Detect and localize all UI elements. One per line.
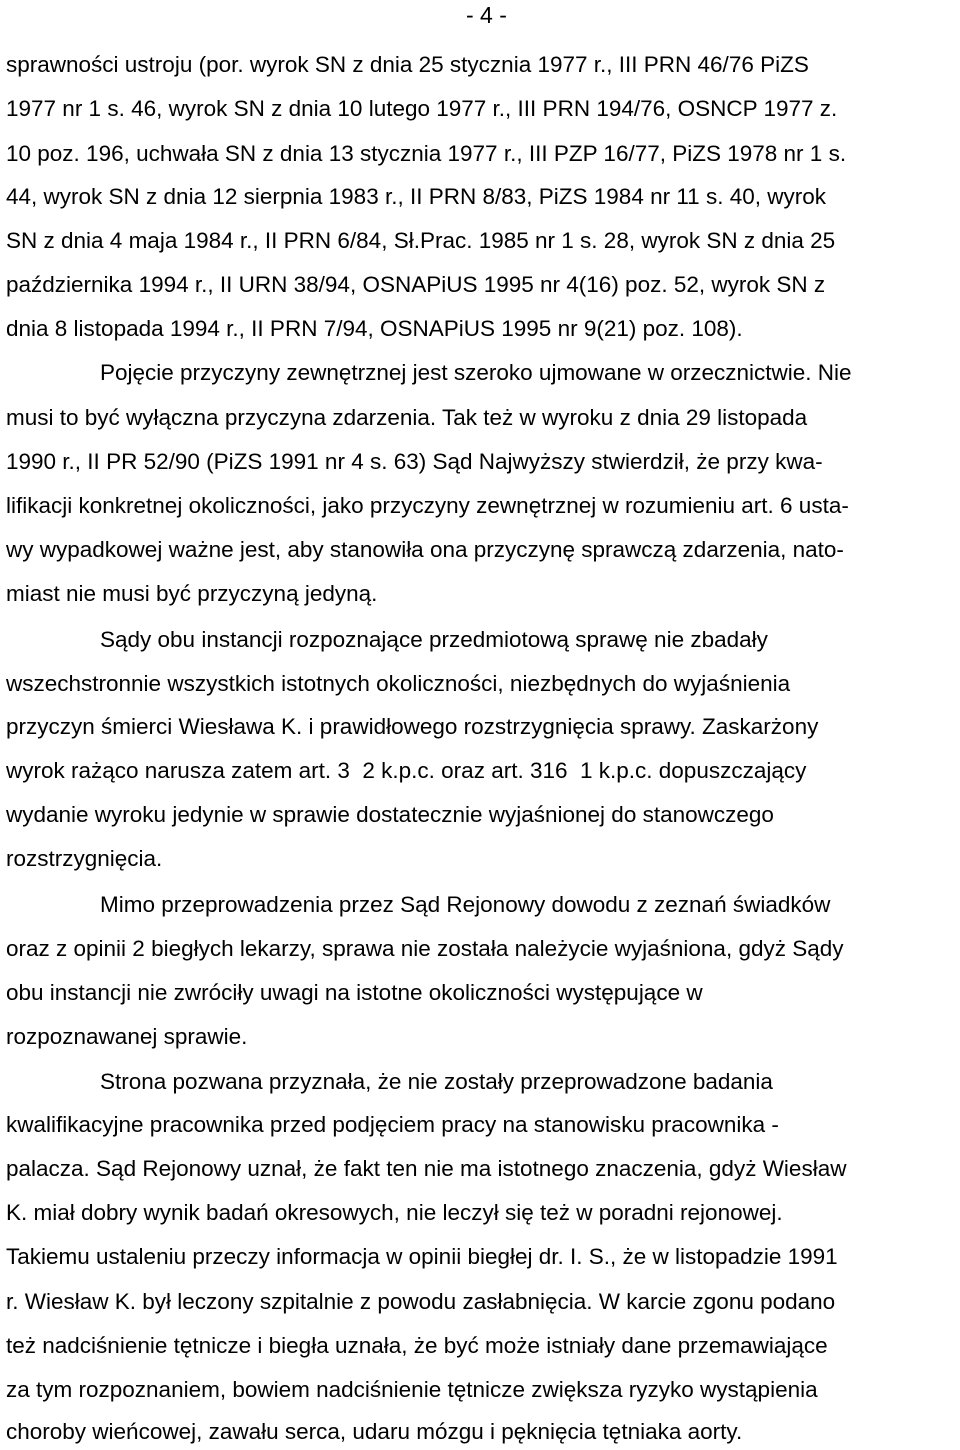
text-line: palacza. Sąd Rejonowy uznał, że fakt ten nie ma istotnego znaczenia, gdyż Wiesław [6, 1156, 847, 1181]
text-line: SN z dnia 4 maja 1984 r., II PRN 6/84, Sł.Prac. 1985 nr 1 s. 28, wyrok SN z dnia 25 [6, 228, 836, 253]
text-line: 10 poz. 196, uchwała SN z dnia 13 stycznia 1977 r., III PZP 16/77, PiZS 1978 nr 1 s. [6, 141, 847, 166]
paragraph-first-line: Pojęcie przyczyny zewnętrznej jest szeroko ujmowane w orzecznictwie. Nie [100, 360, 852, 385]
text-line: musi to być wyłączna przyczyna zdarzenia. Tak też w wyroku z dnia 29 listopada [6, 405, 808, 430]
text-line: dnia 8 listopada 1994 r., II PRN 7/94, OSNAPiUS 1995 nr 9(21) poz. 108). [6, 316, 743, 341]
text-line: wydanie wyroku jedynie w sprawie dostatecznie wyjaśnionej do stanowczego [6, 802, 774, 827]
text-line: wszechstronnie wszystkich istotnych okoliczności, niezbędnych do wyjaśnienia [6, 671, 791, 696]
page-number: - 4 - [466, 2, 507, 28]
paragraph-first-line: Sądy obu instancji rozpoznające przedmiotową sprawę nie zbadały [100, 627, 768, 652]
text-line: wyrok rażąco narusza zatem art. 3 2 k.p.c. oraz art. 316 1 k.p.c. dopuszczający [6, 758, 807, 783]
text-line: rozstrzygnięcia. [6, 846, 163, 871]
text-line: 1977 nr 1 s. 46, wyrok SN z dnia 10 lutego 1977 r., III PRN 194/76, OSNCP 1977 z. [6, 96, 838, 121]
text-line: za tym rozpoznaniem, bowiem nadciśnienie tętnicze zwiększa ryzyko wystąpienia [6, 1377, 818, 1402]
text-line: K. miał dobry wynik badań okresowych, nie leczył się też w poradni rejonowej. [6, 1200, 783, 1225]
text-line: obu instancji nie zwróciły uwagi na istotne okoliczności występujące w [6, 980, 703, 1005]
text-line: sprawności ustroju (por. wyrok SN z dnia 25 stycznia 1977 r., III PRN 46/76 PiZS [6, 52, 809, 77]
paragraph-first-line: Mimo przeprowadzenia przez Sąd Rejonowy dowodu z zeznań świadków [100, 892, 831, 917]
text-line: lifikacji konkretnej okoliczności, jako przyczyny zewnętrznej w rozumieniu art. 6 usta- [6, 493, 849, 518]
text-line: Takiemu ustaleniu przeczy informacja w opinii biegłej dr. I. S., że w listopadzie 1991 [6, 1244, 838, 1269]
text-line: choroby wieńcowej, zawału serca, udaru mózgu i pęknięcia tętniaka aorty. [6, 1419, 743, 1444]
text-line: przyczyn śmierci Wiesława K. i prawidłowego rozstrzygnięcia sprawy. Zaskarżony [6, 714, 819, 739]
text-line: 1990 r., II PR 52/90 (PiZS 1991 nr 4 s. 63) Sąd Najwyższy stwierdził, że przy kwa- [6, 449, 823, 474]
text-line: r. Wiesław K. był leczony szpitalnie z powodu zasłabnięcia. W karcie zgonu podano [6, 1289, 836, 1314]
text-line: oraz z opinii 2 biegłych lekarzy, sprawa nie została należycie wyjaśniona, gdyż Sądy [6, 936, 844, 961]
text-line: kwalifikacyjne pracownika przed podjęciem pracy na stanowisku pracownika - [6, 1112, 779, 1137]
text-line: rozpoznawanej sprawie. [6, 1024, 248, 1049]
text-line: października 1994 r., II URN 38/94, OSNAPiUS 1995 nr 4(16) poz. 52, wyrok SN z [6, 272, 826, 297]
text-line: też nadciśnienie tętnicze i biegła uznała, że być może istniały dane przemawiające [6, 1333, 828, 1358]
text-line: wy wypadkowej ważne jest, aby stanowiła ona przyczynę sprawczą zdarzenia, nato- [6, 537, 844, 562]
paragraph-first-line: Strona pozwana przyznała, że nie zostały przeprowadzone badania [100, 1069, 773, 1094]
text-line: 44, wyrok SN z dnia 12 sierpnia 1983 r., II PRN 8/83, PiZS 1984 nr 11 s. 40, wyrok [6, 184, 826, 209]
text-line: miast nie musi być przyczyną jedyną. [6, 581, 378, 606]
